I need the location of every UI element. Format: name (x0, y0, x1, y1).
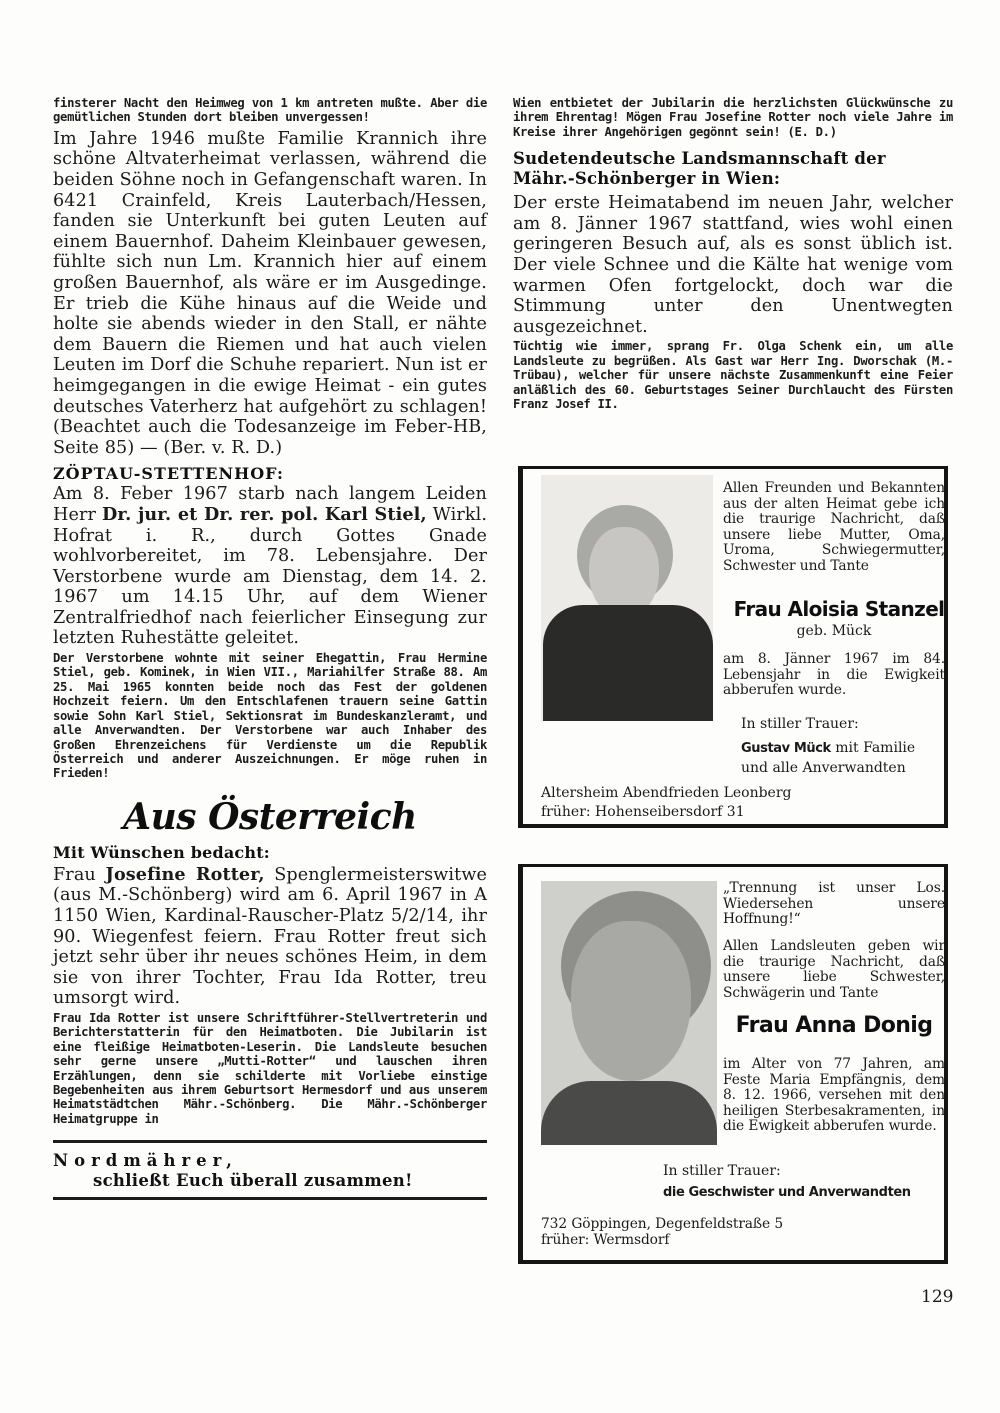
obituary-box-donig (518, 864, 948, 1264)
donig-address-line2: früher: Wermsdorf (541, 1232, 670, 1248)
deceased-name-karl-stiel: Dr. jur. et Dr. rer. pol. Karl Stiel, (102, 503, 427, 525)
landsmannschaft-body: Der erste Heimatabend im neuen Jahr, welcher am 8. Jänner 1967 stattfand, wies wohl einen geringeren Besuch auf, als es sonst üblich ist. Der viele Schnee und die Kälte hat wenige vom warmen Ofen fortgelockt, doch war die Stimmung unter den Unentwegten ausgezeichnet. (513, 193, 953, 337)
right-column (513, 96, 953, 411)
landsmannschaft-small-text: Tüchtig wie immer, sprang Fr. Olga Schenk ein, um alle Landsleute zu begrüßen. Als Gast war Herr Ing. Dworschak (M.-Trübau), welcher für unsere nächste Zusammenkunft eine Feier anläßlich des 60. Geburtstages Seiner Durchlaucht des Fürsten Franz Josef II. (513, 339, 953, 411)
krannich-intro-text: finsterer Nacht den Heimweg von 1 km antreten mußte. Aber die gemütlichen Stunden dort bleiben unvergessen! (53, 96, 487, 125)
zoeptau-heading: ZÖPTAU-STETTENHOF: (53, 464, 284, 484)
stanzel-mourning-label: In stiller Trauer: (741, 716, 859, 732)
stanzel-date-text: am 8. Jänner 1967 im 84. Lebensjahr in die Ewigkeit abberufen wurde. (723, 651, 945, 698)
donig-intro: Allen Landsleuten geben wir die traurige Nachricht, daß unsere liebe Schwester, Schwägerin und Tante (723, 938, 945, 1001)
donig-mourners-bold: die Geschwister und Anverwandten (663, 1185, 911, 1200)
stanzel-name: Frau Aloisia Stanzel (733, 597, 945, 621)
wuensche-section (53, 843, 487, 1126)
landsmannschaft-heading: Sudetendeutsche Landsmannschaft der Mähr.-Schönberger in Wien: (513, 149, 886, 189)
wuensche-body-post: Spenglermeisterswitwe (aus M.-Schönberg) wird am 6. April 1967 in A 1150 Wien, Kardinal-Rauscher-Platz 5/2/14, ihr 90. Wiegenfest feiern. Frau Rotter freut sich jetzt sehr über ihr neues schönes Heim, in dem sie von ihrer Tochter, Frau Ida Rotter, treu umsorgt wird. (53, 864, 487, 1009)
wuensche-body-pre: Frau (53, 864, 106, 885)
stanzel-maiden-name: geb. Mück (796, 623, 872, 639)
stanzel-address-line1: Altersheim Abendfrieden Leonberg (541, 785, 792, 801)
donig-quote: „Trennung ist unser Los. Wiedersehen unsere Hoffnung!“ (723, 880, 945, 927)
photo-face (571, 921, 691, 1081)
photo-body (543, 605, 713, 721)
slogan-text (53, 1143, 487, 1197)
slogan-block (53, 1140, 487, 1200)
donig-date-text: im Alter von 77 Jahren, am Feste Maria Empfängnis, dem 8. 12. 1966, versehen mit den heiligen Sterbesakramenten, in die Ewigkeit abberufen wurde. (723, 1056, 945, 1134)
page-number: 129 (921, 1287, 954, 1307)
slogan-line-1: Nordmährer, (53, 1151, 238, 1171)
wuensche-body (53, 865, 487, 1009)
photo-body (541, 1081, 717, 1145)
stanzel-address-line2: früher: Hohenseibersdorf 31 (541, 804, 745, 820)
donig-mourners (663, 1184, 911, 1201)
stanzel-mourners (741, 740, 945, 757)
obituary-box-stanzel (518, 466, 948, 828)
wuensche-small-text: Frau Ida Rotter ist unsere Schriftführer-Stellvertreterin und Berichterstatterin für den Heimatboten. Die Jubilarin ist eine fleißige Heimatboten-Leserin. Die Landsleute besuchen sehr gerne unsere „Mutti-Rotter“ und lauschen ihren Erzählungen, denn sie schilderte mit Vorliebe einstige Begebenheiten aus ihrem Geburtsort Hermesdorf und aus unserem Heimatstädtchen Mähr.-Schönberg. Die Mähr.-Schönberger Heimatgruppe in (53, 1010, 487, 1126)
stanzel-mourners-line2: und alle Anverwandten (741, 760, 906, 776)
krannich-article-body: Im Jahre 1946 mußte Familie Krannich ihre schöne Altvaterheimat verlassen, während die beiden Söhne noch in Gefangenschaft waren. In 6421 Crainfeld, Kreis Lauterbach/Hessen, fanden sie Unterkunft bei guten Leuten auf einem Bauernhof. Daheim Kleinbauer gewesen, fühlte sich nun Lm. Krannich hier auf einem großen Bauernhof, als wäre er im Ausgedinge. Er trieb die Kühe hinaus auf die Weide und holte sie abends wieder in den Stall, er nähte dem Bauern die Riemen und hat auch vielen Leuten im Dorf die Schuhe repariert. Nun ist er heimgegangen in die ewige Heimat - ein gutes deutsches Vaterherz hat aufgehört zu schlagen! (Beachtet auch die Todesanzeige im Feber-HB, Seite 85) — (Ber. v. R. D.) (53, 128, 487, 458)
stanzel-intro: Allen Freunden und Bekannten aus der alten Heimat gebe ich die traurige Nachricht, daß unsere liebe Mutter, Oma, Uroma, Schwiegermutter, Schwester und Tante (723, 480, 945, 574)
slogan-bottom-rule (53, 1197, 487, 1200)
wuensche-heading: Mit Wünschen bedacht: (53, 842, 270, 862)
donig-name: Frau Anna Donig (735, 1013, 933, 1038)
donig-address-line1: 732 Göppingen, Degenfeldstraße 5 (541, 1216, 784, 1232)
rotter-continuation-text: Wien entbietet der Jubilarin die herzlichsten Glückwünsche zu ihrem Ehrentag! Mögen Frau Josefine Rotter noch viele Jahre im Kreise ihrer Angehörigen gegönnt sein! (E. D.) (513, 96, 953, 139)
left-column (53, 96, 487, 1200)
portrait-photo-aloisia-stanzel (541, 475, 713, 721)
zoeptau-body-pre: Am 8. Feber 1967 starb nach langem Leiden Herr (53, 484, 487, 525)
zoeptau-small-text: Der Verstorbene wohnte mit seiner Ehegattin, Frau Hermine Stiel, geb. Kominek, in Wien VII., Mariahilfer Straße 88. Am 25. Mai 1965 konnten beide noch das Fest der goldenen Hochzeit feiern. Um den Entschlafenen trauern seine Gattin sowie Sohn Karl Stiel, Sektionsrat im Bundeskanzleramt, und alle Anverwandten. Der Verstorbene war auch Inhaber des Großen Ehrenzeichens für Verdienste um die Republik Österreich und anderer Auszeichnungen. Er möge ruhen in Frieden! (53, 651, 487, 781)
slogan-line-2: schließt Euch überall zusammen! (93, 1171, 413, 1191)
donig-mourning-label: In stiller Trauer: (663, 1163, 781, 1179)
portrait-photo-anna-donig (541, 881, 717, 1145)
stanzel-mourners-rest: mit Familie (830, 740, 916, 756)
zoeptau-section (53, 464, 487, 780)
mourner-name-gustav-mueck: Gustav Mück (741, 741, 831, 756)
section-title-aus-oesterreich: Aus Österreich (123, 795, 417, 838)
zoeptau-body (53, 484, 487, 649)
zoeptau-body-post: Wirkl. Hofrat i. R., durch Gottes Gnade wohlvorbereitet, im 78. Lebensjahre. Der Verstorbene wurde am Dienstag, dem 14. 2. 1967 um 14.15 Uhr, auf dem Wiener Zentralfriedhof nach feierlicher Einsegung zur letzten Ruhestätte geleitet. (53, 504, 488, 649)
jubilarian-name-josefine-rotter: Josefine Rotter, (105, 863, 265, 885)
